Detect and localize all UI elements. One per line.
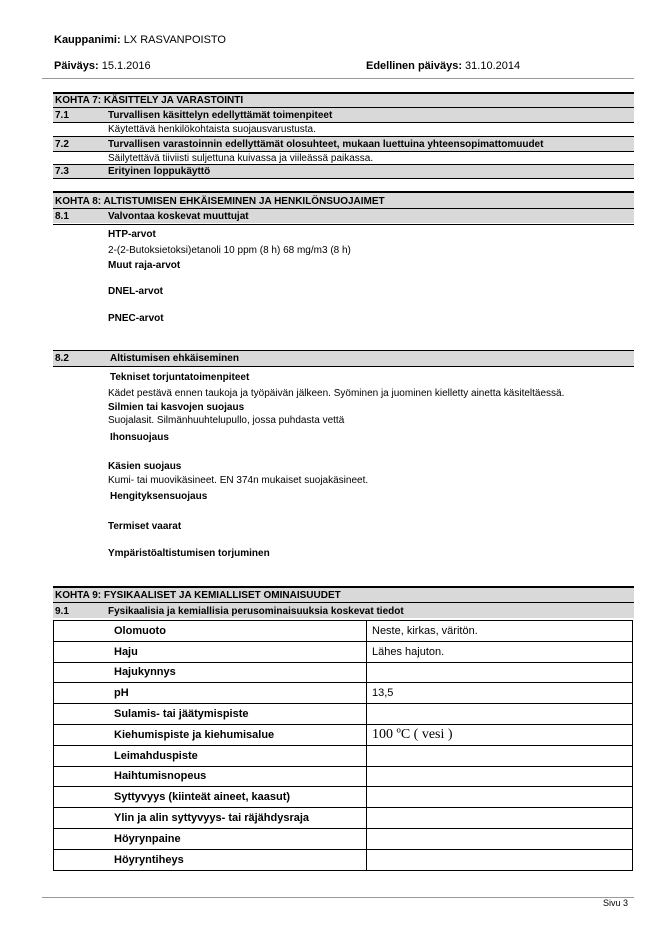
property-label: Höyryntiheys	[54, 849, 367, 870]
thermal-label: Termiset vaarat	[108, 521, 182, 532]
property-label: Kiehumispiste ja kiehumisalue	[54, 724, 367, 745]
section8-title: KOHTA 8: ALTISTUMISEN EHKÄISEMINEN JA HENKILÖNSUOJAIMET	[55, 196, 385, 207]
s81-title: Valvontaa koskevat muuttujat	[108, 211, 249, 222]
table-row	[54, 787, 633, 808]
date-value: 15.1.2016	[101, 60, 151, 72]
property-value	[367, 828, 633, 849]
table-row	[54, 641, 633, 662]
property-value: 100 ºC ( vesi )	[367, 724, 633, 745]
property-value	[367, 808, 633, 829]
s72-title: Turvallisen varastoinnin edellyttämät olosuhteet, mukaan luettuina yhteensopimattomuudet	[108, 139, 544, 150]
property-label: Leimahduspiste	[54, 745, 367, 766]
table-row	[54, 704, 633, 725]
section9-title: KOHTA 9: FYSIKAALISET JA KEMIALLISET OMINAISUUDET	[55, 590, 341, 601]
s73-number: 7.3	[55, 166, 69, 177]
property-value	[367, 787, 633, 808]
table-row	[54, 745, 633, 766]
property-value	[367, 766, 633, 787]
pnec-label: PNEC-arvot	[108, 313, 164, 324]
s73-rule	[53, 178, 634, 179]
footer-divider	[42, 897, 634, 898]
trade-name-line	[54, 34, 226, 46]
s81-number: 8.1	[55, 211, 69, 222]
property-value: Neste, kirkas, väritön.	[367, 621, 633, 642]
s72-number: 7.2	[55, 139, 69, 150]
s71-text: Käytettävä henkilökohtaista suojausvarustusta.	[108, 124, 316, 135]
s81-rule	[53, 224, 634, 225]
section7-top-border	[53, 92, 634, 94]
property-label: Syttyvyys (kiinteät aineet, kaasut)	[54, 787, 367, 808]
env-label: Ympäristöaltistumisen torjuminen	[108, 548, 270, 559]
property-value: Lähes hajuton.	[367, 641, 633, 662]
s71-number: 7.1	[55, 110, 69, 121]
table-row	[54, 621, 633, 642]
s82-number: 8.2	[55, 353, 69, 364]
property-label: Ylin ja alin syttyvyys- tai räjähdysraja	[54, 808, 367, 829]
property-label: Hajukynnys	[54, 662, 367, 683]
section9-top-border	[53, 586, 634, 588]
s91-title: Fysikaalisia ja kemiallisia perusominaisuuksia koskevat tiedot	[108, 606, 404, 617]
htp-value: 2-(2-Butoksietoksi)etanoli 10 ppm (8 h) 68 mg/m3 (8 h)	[108, 245, 351, 256]
prev-date-value: 31.10.2014	[465, 60, 521, 72]
date-label: Päiväys:	[54, 60, 99, 72]
property-label: Haju	[54, 641, 367, 662]
property-label: Haihtumisnopeus	[54, 766, 367, 787]
trade-name-label: Kauppanimi:	[54, 34, 121, 46]
property-label: Sulamis- tai jäätymispiste	[54, 704, 367, 725]
s71-title: Turvallisen käsittelyn edellyttämät toimenpiteet	[108, 110, 333, 121]
property-label: Höyrynpaine	[54, 828, 367, 849]
property-value	[367, 849, 633, 870]
table-row	[54, 849, 633, 870]
properties-table	[53, 620, 633, 871]
skin-label: Ihonsuojaus	[110, 432, 169, 443]
eye-text: Suojalasit. Silmänhuuhtelupullo, jossa puhdasta vettä	[108, 415, 345, 426]
s73-title: Erityinen loppukäyttö	[108, 166, 211, 177]
table-row	[54, 766, 633, 787]
s71-rule	[53, 122, 634, 123]
header-divider	[42, 78, 634, 79]
prev-date-label: Edellinen päiväys:	[366, 60, 462, 72]
property-label: Olomuoto	[54, 621, 367, 642]
page-number: Sivu 3	[603, 898, 629, 908]
s72-text: Säilytettävä tiiviisti suljettuna kuivassa ja viileässä paikassa.	[108, 153, 374, 164]
hand-label: Käsien suojaus	[108, 461, 182, 472]
s91-number: 9.1	[55, 606, 69, 617]
section8-top-border	[53, 191, 634, 193]
prev-date-line	[366, 60, 520, 72]
property-value	[367, 745, 633, 766]
eye-label: Silmien tai kasvojen suojaus	[108, 402, 245, 413]
property-label: pH	[54, 683, 367, 704]
s82-title: Altistumisen ehkäiseminen	[110, 353, 239, 364]
s82-rule	[53, 366, 634, 367]
tech-text: Kädet pestävä ennen taukoja ja työpäivän jälkeen. Syöminen ja juominen kielletty ainetta käsiteltäessä.	[108, 388, 565, 399]
s72-rule	[53, 151, 634, 152]
tech-label: Tekniset torjuntatoimenpiteet	[110, 372, 250, 383]
other-limits-label: Muut raja-arvot	[108, 260, 181, 271]
hand-text: Kumi- tai muovikäsineet. EN 374n mukaiset suojakäsineet.	[108, 475, 369, 486]
property-value: 13,5	[367, 683, 633, 704]
table-row	[54, 828, 633, 849]
trade-name: LX RASVANPOISTO	[123, 34, 226, 46]
table-row	[54, 683, 633, 704]
property-value	[367, 662, 633, 683]
table-row	[54, 808, 633, 829]
section7-title: KOHTA 7: KÄSITTELY JA VARASTOINTI	[55, 95, 244, 106]
table-row	[54, 724, 633, 745]
htp-label: HTP-arvot	[108, 229, 156, 240]
resp-label: Hengityksensuojaus	[110, 491, 208, 502]
table-row	[54, 662, 633, 683]
dnel-label: DNEL-arvot	[108, 286, 164, 297]
date-line	[54, 60, 151, 72]
property-value	[367, 704, 633, 725]
